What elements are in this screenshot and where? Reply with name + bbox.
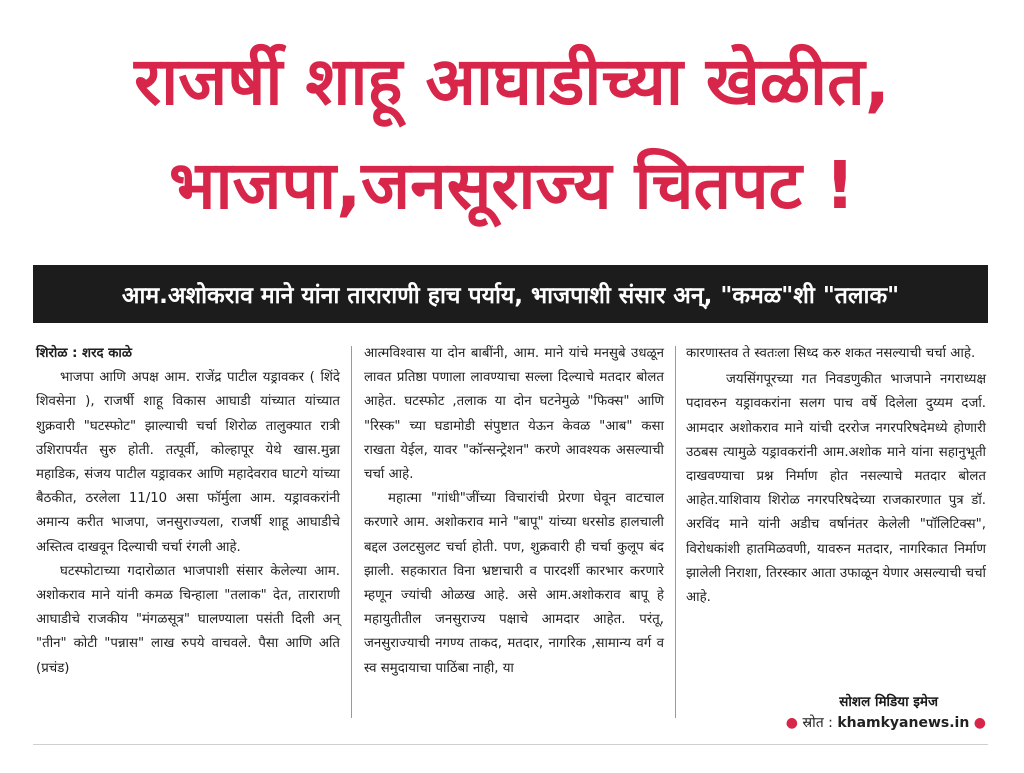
paragraph: भाजपा आणि अपक्ष आम. राजेंद्र पाटील यड्रावकर ( शिंदे शिवसेना ), राजर्षी शाहू विकास आघाडी यांच्यात यांच्यात शुक्रवारी "घटस्फोट" झाल्याची चर्चा शिरोळ तालुक्यात रात्री उशिरापर्यंत सुरु होती. तत्पूर्वी, कोल्हापूर येथे खास.मुन्ना महाडिक, संजय पाटील यड्रावकर आणि महादेवराव घाटगे यांच्या बैठकीत, ठरलेला 11/10 असा फॉर्मुला आम. यड्रावकरांनी अमान्य करीत भाजपा, जनसुराज्यला, राजर्षी शाहू आघाडीचे अस्तित्व दाखवून दिल्याची चर्चा रंगली आहे.	[36, 370, 340, 555]
byline: शिरोळ : शरद काळे	[36, 346, 132, 361]
credit-title: सोशल मिडिया इमेज	[839, 694, 938, 710]
column-divider	[351, 346, 352, 718]
headline	[0, 30, 1024, 238]
subheadline-banner	[33, 265, 988, 323]
article-column-1	[36, 342, 340, 681]
headline-line-1: राजर्षी शाहू आघाडीच्या खेळीत,	[134, 43, 890, 120]
paragraph: आत्मविश्वास या दोन बाबींनी, आम. माने यांचे मनसुबे उधळून लावत प्रतिष्ठा पणाला लावण्याचा सल्ला दिल्याचे मतदार बोलत आहेत. घटस्फोट ,तलाक या दोन घटनेमुळे "फिक्स" आणि "रिस्क" च्या घडामोडी संपुष्टात येऊन केवळ "आब" कसा राखता येईल, यावर "कॉन्सन्ट्रेशन" करणे आवश्यक असल्याची चर्चा आहे.	[364, 346, 664, 483]
column-divider	[675, 346, 676, 718]
source-site: khamkyanews.in	[837, 715, 970, 731]
paragraph: महात्मा "गांधी"जींच्या विचारांची प्रेरणा घेवून वाटचाल करणारे आम. अशोकराव माने "बापू" यांच्या धरसोड हालचाली बद्दल उलटसुलट चर्चा होती. पण, शुक्रवारी ही चर्चा कुलूप बंद झाली. सहकारात विना भ्रष्टाचारी व पारदर्शी कारभार करणारे म्हणून ज्यांची ओळख आहे. असे आम.अशोकराव बापू हे महायुतीतील जनसुराज्य पक्षाचे आमदार आहेत. परंतू, जनसुराज्याची नगण्य ताकद, मतदार, नागरिक ,सामान्य वर्ग व स्व समुदायाचा पाठिंबा नाही, या	[364, 491, 664, 676]
subheadline-text: आम.अशोकराव माने यांना ताराराणी हाच पर्याय, भाजपाशी संसार अन्, "कमळ"शी "तलाक"	[121, 283, 900, 309]
bullet-icon: ●	[785, 715, 799, 731]
footer-divider	[33, 744, 988, 745]
paragraph: जयसिंगपूरच्या गत निवडणुकीत भाजपाने नगराध्यक्ष पदावरुन यड्रावकरांना सलग पाच वर्षे दिलेला दुय्यम दर्जा. आमदार अशोकराव माने यांची दररोज नगरपरिषदेमध्ये होणारी उठबस त्यामुळे यड्रावकरांनी आम.अशोक माने यांना सहानुभूती दाखवण्याचा प्रश्न निर्माण होत नसल्याचे मतदार बोलत आहेत.याशिवाय शिरोळ नगरपरिषदेच्या राजकारणात पुत्र डॉ. अरविंद माने यांनी अडीच वर्षानंतर केलेली "पॉलिटिक्स", विरोधकांशी हातमिळवणी, यावरुन मतदार, नागरिकात निर्माण झालेली निराशा, तिरस्कार आता उफाळून येणार असल्याची चर्चा आहे.	[686, 372, 986, 606]
bullet-icon: ●	[973, 715, 986, 731]
credit-source	[686, 712, 986, 734]
article-column-2	[364, 342, 664, 681]
paragraph: कारणास्तव ते स्वतःला सिध्द करु शकत नसल्याची चर्चा आहे.	[686, 346, 976, 361]
article-column-3	[686, 342, 986, 610]
image-credit	[686, 692, 986, 734]
headline-line-2: भाजपा,जनसूराज्य चितपट !	[169, 147, 855, 224]
paragraph: घटस्फोटाच्या गदारोळात भाजपाशी संसार केलेल्या आम. अशोकराव माने यांनी कमळ चिन्हाला "तलाक" देत, ताराराणी आघाडीचे राजकीय "मंगळसूत्र" घालण्याला पसंती दिली अन् "तीन" कोटी "पन्नास" लाख रुपये वाचवले. पैसा आणि अति (प्रचंड)	[36, 563, 340, 676]
source-label: स्रोत :	[802, 715, 833, 731]
